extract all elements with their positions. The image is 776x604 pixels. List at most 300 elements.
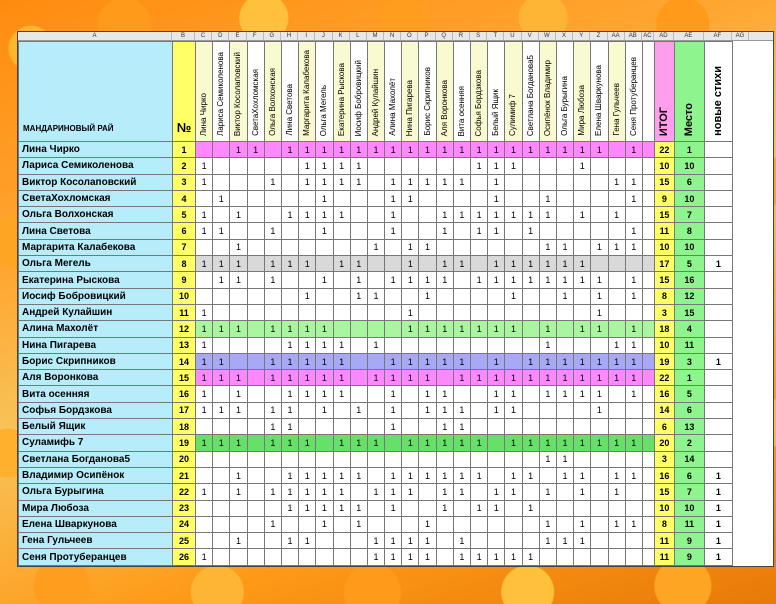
vote-cell[interactable]: 1 <box>316 500 333 516</box>
new-poems-cell[interactable] <box>704 174 732 190</box>
vote-cell[interactable] <box>625 533 642 549</box>
vote-cell[interactable] <box>385 256 402 272</box>
vote-cell[interactable] <box>264 207 281 223</box>
vote-cell[interactable]: 1 <box>350 158 367 174</box>
vote-cell[interactable] <box>247 321 264 337</box>
vote-cell[interactable]: 1 <box>419 272 436 288</box>
vote-cell[interactable]: 1 <box>299 321 316 337</box>
gap-cell[interactable] <box>642 174 654 190</box>
row-number[interactable]: 25 <box>173 533 196 549</box>
vote-cell[interactable]: 1 <box>281 500 298 516</box>
vote-cell[interactable]: 1 <box>419 353 436 369</box>
vote-cell[interactable] <box>522 419 539 435</box>
vote-cell[interactable] <box>453 158 470 174</box>
vote-cell[interactable] <box>539 549 556 565</box>
vote-cell[interactable] <box>350 321 367 337</box>
vote-cell[interactable]: 1 <box>556 239 573 255</box>
vote-cell[interactable]: 1 <box>436 321 453 337</box>
vote-cell[interactable] <box>471 304 488 320</box>
column-letter[interactable]: R <box>453 32 470 40</box>
vote-cell[interactable] <box>213 533 230 549</box>
vote-cell[interactable] <box>264 142 281 158</box>
column-letter[interactable]: S <box>470 32 487 40</box>
vote-cell[interactable]: 1 <box>385 190 402 206</box>
vote-cell[interactable]: 1 <box>402 467 419 483</box>
participant-name[interactable]: Аля Воронкова <box>19 370 173 386</box>
row-number[interactable]: 15 <box>173 370 196 386</box>
row-number[interactable]: 16 <box>173 386 196 402</box>
vote-cell[interactable]: 1 <box>402 370 419 386</box>
vote-cell[interactable]: 1 <box>385 353 402 369</box>
vote-cell[interactable] <box>213 207 230 223</box>
vote-cell[interactable]: 1 <box>556 288 573 304</box>
vote-cell[interactable]: 1 <box>539 256 556 272</box>
vote-cell[interactable]: 1 <box>436 500 453 516</box>
vote-cell[interactable]: 1 <box>419 402 436 418</box>
vote-cell[interactable] <box>539 419 556 435</box>
vote-cell[interactable]: 1 <box>488 402 505 418</box>
place-cell[interactable]: 13 <box>674 419 704 435</box>
row-number[interactable]: 6 <box>173 223 196 239</box>
vote-cell[interactable] <box>591 190 608 206</box>
vote-cell[interactable] <box>608 533 625 549</box>
vote-cell[interactable]: 1 <box>488 272 505 288</box>
vote-cell[interactable] <box>471 256 488 272</box>
row-number[interactable]: 2 <box>173 158 196 174</box>
vote-cell[interactable] <box>591 419 608 435</box>
vote-cell[interactable]: 1 <box>419 288 436 304</box>
new-poems-cell[interactable] <box>704 190 732 206</box>
vote-cell[interactable]: 1 <box>264 402 281 418</box>
vote-cell[interactable] <box>316 256 333 272</box>
vote-cell[interactable] <box>574 288 591 304</box>
vote-cell[interactable] <box>625 484 642 500</box>
vote-cell[interactable]: 1 <box>522 142 539 158</box>
column-letter[interactable]: I <box>298 32 315 40</box>
vote-cell[interactable]: 1 <box>264 272 281 288</box>
vote-cell[interactable] <box>213 484 230 500</box>
vote-cell[interactable]: 1 <box>471 223 488 239</box>
vote-cell[interactable]: 1 <box>436 467 453 483</box>
vote-cell[interactable] <box>213 158 230 174</box>
participant-name[interactable]: Лина Светова <box>19 223 173 239</box>
vote-cell[interactable]: 1 <box>471 321 488 337</box>
vote-cell[interactable]: 1 <box>539 451 556 467</box>
vote-cell[interactable]: 1 <box>574 435 591 451</box>
vote-cell[interactable] <box>608 190 625 206</box>
vote-cell[interactable]: 1 <box>299 386 316 402</box>
column-letter[interactable]: D <box>212 32 229 40</box>
participant-name[interactable]: Алина Махолёт <box>19 321 173 337</box>
vote-cell[interactable] <box>453 304 470 320</box>
vote-cell[interactable] <box>196 239 213 255</box>
vote-cell[interactable]: 1 <box>281 321 298 337</box>
place-cell[interactable]: 12 <box>674 288 704 304</box>
vote-cell[interactable] <box>299 223 316 239</box>
vote-cell[interactable]: 1 <box>281 533 298 549</box>
vote-cell[interactable] <box>367 321 384 337</box>
new-poems-cell[interactable]: 1 <box>704 256 732 272</box>
gap-cell[interactable] <box>642 370 654 386</box>
vote-cell[interactable] <box>608 272 625 288</box>
vote-cell[interactable] <box>419 158 436 174</box>
vote-cell[interactable] <box>625 419 642 435</box>
vote-cell[interactable]: 1 <box>419 174 436 190</box>
place-cell[interactable]: 9 <box>674 533 704 549</box>
vote-cell[interactable]: 1 <box>522 223 539 239</box>
vote-cell[interactable]: 1 <box>522 272 539 288</box>
total-cell[interactable]: 19 <box>654 353 674 369</box>
vote-cell[interactable] <box>350 370 367 386</box>
vote-cell[interactable] <box>522 533 539 549</box>
new-poems-cell[interactable]: 1 <box>704 516 732 532</box>
vote-cell[interactable]: 1 <box>213 402 230 418</box>
gap-cell[interactable] <box>642 419 654 435</box>
vote-cell[interactable] <box>522 158 539 174</box>
vote-cell[interactable]: 1 <box>230 467 247 483</box>
new-poems-cell[interactable]: 1 <box>704 533 732 549</box>
vote-cell[interactable]: 1 <box>333 256 350 272</box>
vote-cell[interactable]: 1 <box>385 500 402 516</box>
vote-cell[interactable] <box>385 158 402 174</box>
vote-cell[interactable]: 1 <box>574 370 591 386</box>
vote-cell[interactable] <box>213 304 230 320</box>
vote-cell[interactable] <box>539 402 556 418</box>
column-letter[interactable]: H <box>281 32 298 40</box>
new-poems-cell[interactable] <box>704 223 732 239</box>
vote-cell[interactable]: 1 <box>281 484 298 500</box>
vote-cell[interactable] <box>608 386 625 402</box>
vote-cell[interactable]: 1 <box>539 190 556 206</box>
vote-cell[interactable]: 1 <box>196 207 213 223</box>
vote-cell[interactable]: 1 <box>316 402 333 418</box>
vote-cell[interactable]: 1 <box>196 549 213 565</box>
vote-cell[interactable]: 1 <box>505 207 522 223</box>
vote-cell[interactable]: 1 <box>574 321 591 337</box>
vote-cell[interactable]: 1 <box>385 549 402 565</box>
vote-cell[interactable] <box>333 451 350 467</box>
vote-cell[interactable] <box>453 288 470 304</box>
vote-cell[interactable]: 1 <box>419 370 436 386</box>
vote-cell[interactable] <box>213 174 230 190</box>
vote-cell[interactable]: 1 <box>350 256 367 272</box>
vote-cell[interactable] <box>230 288 247 304</box>
vote-cell[interactable] <box>213 419 230 435</box>
vote-cell[interactable] <box>247 174 264 190</box>
vote-cell[interactable]: 1 <box>196 402 213 418</box>
new-poems-cell[interactable]: 1 <box>704 500 732 516</box>
vote-cell[interactable]: 1 <box>522 435 539 451</box>
vote-cell[interactable]: 1 <box>625 370 642 386</box>
vote-cell[interactable] <box>402 451 419 467</box>
vote-cell[interactable] <box>471 484 488 500</box>
vote-cell[interactable]: 1 <box>522 370 539 386</box>
vote-cell[interactable] <box>522 190 539 206</box>
place-cell[interactable]: 10 <box>674 500 704 516</box>
vote-cell[interactable] <box>196 288 213 304</box>
vote-cell[interactable]: 1 <box>402 353 419 369</box>
vote-cell[interactable]: 1 <box>230 533 247 549</box>
vote-cell[interactable]: 1 <box>213 272 230 288</box>
vote-cell[interactable] <box>247 370 264 386</box>
vote-cell[interactable] <box>556 207 573 223</box>
vote-cell[interactable] <box>522 304 539 320</box>
vote-cell[interactable]: 1 <box>453 419 470 435</box>
vote-cell[interactable]: 1 <box>453 142 470 158</box>
vote-cell[interactable]: 1 <box>522 256 539 272</box>
vote-cell[interactable]: 1 <box>556 386 573 402</box>
place-cell[interactable]: 10 <box>674 190 704 206</box>
vote-cell[interactable]: 1 <box>281 337 298 353</box>
vote-cell[interactable]: 1 <box>556 533 573 549</box>
vote-cell[interactable] <box>471 174 488 190</box>
gap-cell[interactable] <box>642 533 654 549</box>
vote-cell[interactable]: 1 <box>488 256 505 272</box>
vote-cell[interactable] <box>350 451 367 467</box>
vote-cell[interactable]: 1 <box>436 402 453 418</box>
vote-cell[interactable]: 1 <box>299 256 316 272</box>
row-number[interactable]: 9 <box>173 272 196 288</box>
vote-cell[interactable] <box>453 337 470 353</box>
vote-cell[interactable] <box>505 190 522 206</box>
vote-cell[interactable] <box>247 386 264 402</box>
vote-cell[interactable]: 1 <box>608 516 625 532</box>
vote-cell[interactable] <box>230 516 247 532</box>
vote-cell[interactable]: 1 <box>471 158 488 174</box>
vote-cell[interactable]: 1 <box>453 256 470 272</box>
vote-cell[interactable]: 1 <box>402 272 419 288</box>
column-letter[interactable]: V <box>522 32 539 40</box>
place-cell[interactable]: 10 <box>674 158 704 174</box>
vote-cell[interactable] <box>333 516 350 532</box>
vote-cell[interactable]: 1 <box>488 321 505 337</box>
vote-cell[interactable]: 1 <box>522 353 539 369</box>
vote-cell[interactable] <box>488 239 505 255</box>
vote-cell[interactable]: 1 <box>505 158 522 174</box>
vote-cell[interactable] <box>402 500 419 516</box>
place-cell[interactable]: 4 <box>674 321 704 337</box>
vote-cell[interactable] <box>556 549 573 565</box>
vote-cell[interactable] <box>247 337 264 353</box>
vote-cell[interactable]: 1 <box>333 174 350 190</box>
vote-cell[interactable] <box>333 272 350 288</box>
vote-cell[interactable]: 1 <box>316 321 333 337</box>
vote-cell[interactable] <box>247 223 264 239</box>
vote-cell[interactable] <box>247 288 264 304</box>
vote-cell[interactable] <box>385 337 402 353</box>
vote-cell[interactable] <box>213 288 230 304</box>
vote-cell[interactable] <box>299 419 316 435</box>
participant-name[interactable]: Белый Ящик <box>19 419 173 435</box>
vote-cell[interactable] <box>574 451 591 467</box>
column-letter[interactable]: AB <box>625 32 642 40</box>
column-letter[interactable]: AG <box>732 32 749 40</box>
vote-cell[interactable]: 1 <box>367 484 384 500</box>
vote-cell[interactable]: 1 <box>230 272 247 288</box>
vote-cell[interactable] <box>522 239 539 255</box>
vote-cell[interactable] <box>247 419 264 435</box>
vote-cell[interactable] <box>385 451 402 467</box>
vote-cell[interactable] <box>625 158 642 174</box>
vote-cell[interactable]: 1 <box>281 370 298 386</box>
vote-cell[interactable]: 1 <box>419 516 436 532</box>
vote-cell[interactable] <box>367 174 384 190</box>
vote-cell[interactable]: 1 <box>488 207 505 223</box>
vote-cell[interactable]: 1 <box>316 142 333 158</box>
vote-cell[interactable]: 1 <box>316 353 333 369</box>
row-number[interactable]: 10 <box>173 288 196 304</box>
new-poems-cell[interactable] <box>704 337 732 353</box>
participant-name[interactable]: Виктор Косолаповский <box>19 174 173 190</box>
vote-cell[interactable] <box>350 353 367 369</box>
vote-cell[interactable]: 1 <box>299 370 316 386</box>
participant-name[interactable]: Ольга Бурыгина <box>19 484 173 500</box>
vote-cell[interactable]: 1 <box>316 516 333 532</box>
place-cell[interactable]: 3 <box>674 353 704 369</box>
new-poems-cell[interactable] <box>704 386 732 402</box>
vote-cell[interactable] <box>230 174 247 190</box>
vote-cell[interactable]: 1 <box>213 353 230 369</box>
vote-cell[interactable]: 1 <box>436 435 453 451</box>
column-letter[interactable]: Y <box>573 32 590 40</box>
vote-cell[interactable]: 1 <box>436 174 453 190</box>
vote-cell[interactable] <box>625 304 642 320</box>
vote-cell[interactable] <box>419 256 436 272</box>
vote-cell[interactable] <box>608 321 625 337</box>
gap-cell[interactable] <box>642 223 654 239</box>
vote-cell[interactable] <box>333 223 350 239</box>
vote-cell[interactable]: 1 <box>608 337 625 353</box>
vote-cell[interactable] <box>264 533 281 549</box>
vote-cell[interactable]: 1 <box>488 386 505 402</box>
vote-cell[interactable]: 1 <box>453 402 470 418</box>
vote-cell[interactable]: 1 <box>316 223 333 239</box>
participant-name[interactable]: Борис Скрипников <box>19 353 173 369</box>
vote-cell[interactable]: 1 <box>264 516 281 532</box>
gap-cell[interactable] <box>642 256 654 272</box>
vote-cell[interactable] <box>522 288 539 304</box>
new-poems-cell[interactable] <box>704 402 732 418</box>
column-letter[interactable]: O <box>401 32 418 40</box>
vote-cell[interactable]: 1 <box>299 533 316 549</box>
vote-cell[interactable] <box>196 419 213 435</box>
column-letter[interactable]: F <box>247 32 264 40</box>
vote-cell[interactable] <box>471 451 488 467</box>
participant-name[interactable]: Гена Гульчеев <box>19 533 173 549</box>
vote-cell[interactable] <box>402 158 419 174</box>
vote-cell[interactable]: 1 <box>402 174 419 190</box>
new-poems-cell[interactable]: 1 <box>704 353 732 369</box>
vote-cell[interactable]: 1 <box>367 549 384 565</box>
vote-cell[interactable]: 1 <box>419 549 436 565</box>
vote-cell[interactable] <box>471 533 488 549</box>
vote-cell[interactable] <box>333 190 350 206</box>
vote-cell[interactable]: 1 <box>299 174 316 190</box>
vote-cell[interactable] <box>299 190 316 206</box>
vote-cell[interactable]: 1 <box>488 223 505 239</box>
vote-cell[interactable] <box>333 304 350 320</box>
vote-cell[interactable]: 1 <box>591 304 608 320</box>
vote-cell[interactable] <box>556 321 573 337</box>
row-number[interactable]: 14 <box>173 353 196 369</box>
vote-cell[interactable] <box>367 272 384 288</box>
new-poems-cell[interactable]: 1 <box>704 467 732 483</box>
vote-cell[interactable] <box>316 533 333 549</box>
vote-cell[interactable] <box>522 451 539 467</box>
vote-cell[interactable] <box>385 304 402 320</box>
vote-cell[interactable]: 1 <box>281 467 298 483</box>
vote-cell[interactable]: 1 <box>591 288 608 304</box>
vote-cell[interactable] <box>264 337 281 353</box>
vote-cell[interactable]: 1 <box>608 174 625 190</box>
participant-name[interactable]: Нина Пигарева <box>19 337 173 353</box>
vote-cell[interactable]: 1 <box>367 435 384 451</box>
vote-cell[interactable]: 1 <box>213 256 230 272</box>
vote-cell[interactable] <box>299 402 316 418</box>
total-cell[interactable]: 17 <box>654 256 674 272</box>
vote-cell[interactable] <box>281 304 298 320</box>
row-number[interactable]: 5 <box>173 207 196 223</box>
vote-cell[interactable] <box>556 223 573 239</box>
vote-cell[interactable] <box>213 500 230 516</box>
vote-cell[interactable]: 1 <box>419 142 436 158</box>
vote-cell[interactable] <box>367 516 384 532</box>
vote-cell[interactable]: 1 <box>367 142 384 158</box>
vote-cell[interactable]: 1 <box>333 467 350 483</box>
vote-cell[interactable] <box>574 337 591 353</box>
vote-cell[interactable]: 1 <box>591 239 608 255</box>
column-letter[interactable]: J <box>315 32 332 40</box>
vote-cell[interactable]: 1 <box>453 353 470 369</box>
vote-cell[interactable]: 1 <box>230 402 247 418</box>
vote-cell[interactable] <box>333 402 350 418</box>
column-letter[interactable]: AE <box>674 32 704 40</box>
vote-cell[interactable]: 1 <box>436 484 453 500</box>
vote-cell[interactable]: 1 <box>436 272 453 288</box>
vote-cell[interactable]: 1 <box>471 467 488 483</box>
column-letter[interactable]: AA <box>608 32 625 40</box>
vote-cell[interactable] <box>281 158 298 174</box>
gap-cell[interactable] <box>642 467 654 483</box>
place-cell[interactable]: 5 <box>674 386 704 402</box>
vote-cell[interactable]: 1 <box>488 370 505 386</box>
vote-cell[interactable] <box>505 239 522 255</box>
vote-cell[interactable]: 1 <box>367 288 384 304</box>
vote-cell[interactable] <box>213 549 230 565</box>
vote-cell[interactable] <box>591 467 608 483</box>
vote-cell[interactable] <box>608 402 625 418</box>
vote-cell[interactable] <box>488 304 505 320</box>
vote-cell[interactable]: 1 <box>522 467 539 483</box>
vote-cell[interactable]: 1 <box>213 435 230 451</box>
vote-cell[interactable]: 1 <box>230 239 247 255</box>
column-letter[interactable]: N <box>384 32 401 40</box>
vote-cell[interactable]: 1 <box>539 533 556 549</box>
new-poems-cell[interactable] <box>704 304 732 320</box>
vote-cell[interactable] <box>522 402 539 418</box>
vote-cell[interactable]: 1 <box>316 370 333 386</box>
vote-cell[interactable]: 1 <box>196 304 213 320</box>
total-cell[interactable]: 8 <box>654 288 674 304</box>
vote-cell[interactable]: 1 <box>316 190 333 206</box>
vote-cell[interactable]: 1 <box>316 174 333 190</box>
vote-cell[interactable] <box>247 353 264 369</box>
vote-cell[interactable]: 1 <box>608 467 625 483</box>
vote-cell[interactable]: 1 <box>591 402 608 418</box>
vote-cell[interactable]: 1 <box>316 386 333 402</box>
vote-cell[interactable]: 1 <box>539 516 556 532</box>
vote-cell[interactable] <box>196 190 213 206</box>
